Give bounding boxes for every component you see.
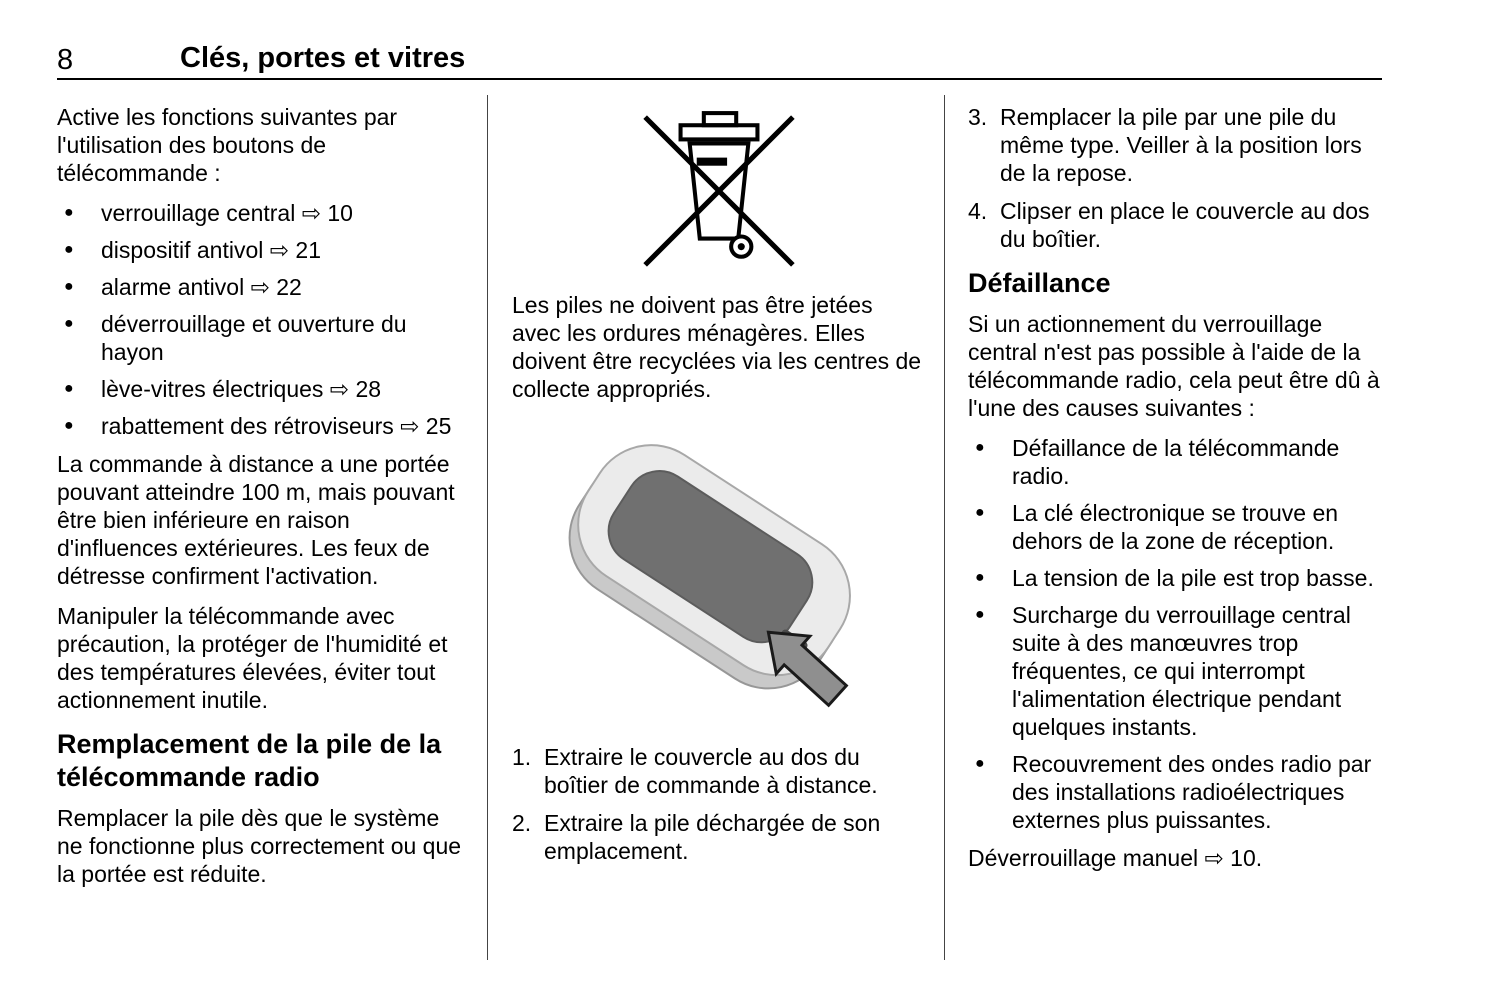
step-item xyxy=(512,809,926,865)
remote-key-figure xyxy=(512,415,926,731)
list-item-text: Défaillance de la télécommande radio. xyxy=(1012,435,1340,489)
battery-disposal-paragraph: Les piles ne doivent pas être jetées avec les ordures ménagères. Elles doivent être recyclées via les centres de collecte appropriés. xyxy=(512,292,922,402)
step-item xyxy=(512,743,926,799)
step-text: Extraire le couvercle au dos du boîtier de commande à distance. xyxy=(544,744,878,798)
list-item xyxy=(968,499,1384,555)
failure-intro-paragraph: Si un actionnement du verrouillage central n'est pas possible à l'aide de la télécommande radio, cela peut être dû à l'une des causes suivantes : xyxy=(968,311,1380,421)
battery-steps-1-2 xyxy=(512,743,926,865)
column-middle xyxy=(512,103,926,875)
step-item xyxy=(968,197,1384,253)
list-item xyxy=(968,564,1384,592)
list-item-text: rabattement des rétroviseurs ⇨ 25 xyxy=(101,413,452,439)
remote-functions-list xyxy=(57,199,469,440)
list-item-text: lève-vitres électriques ⇨ 28 xyxy=(101,376,382,402)
step-number: 3. xyxy=(968,104,988,130)
list-item xyxy=(968,601,1384,741)
list-item xyxy=(57,310,469,366)
bullet-icon xyxy=(57,199,101,227)
bullet-icon xyxy=(968,564,1012,592)
battery-replace-paragraph: Remplacer la pile dès que le système ne fonctionne plus correctement ou que la portée est réduite. xyxy=(57,805,462,887)
bullet-icon xyxy=(57,273,101,301)
bullet-icon xyxy=(57,412,101,440)
list-item-text: alarme antivol ⇨ 22 xyxy=(101,274,302,300)
step-text: Clipser en place le couvercle au dos du boîtier. xyxy=(1000,198,1370,252)
step-number: 4. xyxy=(968,198,988,224)
bin-lid xyxy=(681,125,758,139)
list-item-text: La clé électronique se trouve en dehors de la zone de réception. xyxy=(1012,500,1339,554)
bullet-icon xyxy=(968,750,1012,834)
range-paragraph: La commande à distance a une portée pouvant atteindre 100 m, mais pouvant être bien inférieure en raison d'influences extérieures. Les feux de détresse confirment l'activation. xyxy=(57,451,455,589)
list-item-text: dispositif antivol ⇨ 21 xyxy=(101,237,321,263)
list-item xyxy=(968,750,1384,834)
column-left xyxy=(57,103,469,900)
list-item xyxy=(57,273,469,301)
step-item xyxy=(968,103,1384,187)
intro-paragraph: Active les fonctions suivantes par l'utilisation des boutons de télécommande : xyxy=(57,104,398,186)
page-number: 8 xyxy=(57,44,74,76)
list-item-text: déverrouillage et ouverture du hayon xyxy=(101,311,407,365)
list-item xyxy=(968,434,1384,490)
list-item xyxy=(57,236,469,264)
remote-key-illustration xyxy=(520,415,918,731)
column-right xyxy=(968,103,1384,884)
step-text: Remplacer la pile par une pile du même type. Veiller à la position lors de la repose. xyxy=(1000,104,1362,186)
list-item xyxy=(57,375,469,403)
weee-crossed-bin-figure xyxy=(512,105,926,277)
bin-level-mark xyxy=(697,158,727,166)
section-heading-failure: Défaillance xyxy=(968,268,1111,298)
list-item xyxy=(57,199,469,227)
step-number: 2. xyxy=(512,810,532,836)
manual-unlock-paragraph: Déverrouillage manuel ⇨ 10. xyxy=(968,845,1263,871)
list-item-text: La tension de la pile est trop basse. xyxy=(1012,565,1374,591)
list-item xyxy=(57,412,469,440)
crossed-out-bin-icon xyxy=(628,105,810,277)
bullet-icon xyxy=(968,434,1012,490)
list-item-text: verrouillage central ⇨ 10 xyxy=(101,200,353,226)
page-title: Clés, portes et vitres xyxy=(180,42,466,74)
bullet-icon xyxy=(57,236,101,264)
bin-wheel-hub xyxy=(738,243,745,250)
bullet-icon xyxy=(968,499,1012,555)
header-divider xyxy=(57,78,1382,80)
list-item-text: Surcharge du verrouillage central suite à des manœuvres trop fréquentes, ce qui interrompt l'alimentation électrique pendant quelques instants. xyxy=(1012,602,1351,740)
step-text: Extraire la pile déchargée de son emplacement. xyxy=(544,810,881,864)
bullet-icon xyxy=(57,375,101,403)
battery-steps-3-4 xyxy=(968,103,1384,253)
section-heading-battery-replacement: Remplacement de la pile de la télécommande radio xyxy=(57,729,442,792)
bullet-icon xyxy=(968,601,1012,741)
handling-paragraph: Manipuler la télécommande avec précaution, la protéger de l'humidité et des températures élevées, éviter tout actionnement inutile. xyxy=(57,603,448,713)
column-divider-right xyxy=(944,95,945,960)
failure-causes-list xyxy=(968,434,1384,834)
bullet-icon xyxy=(57,310,101,366)
list-item-text: Recouvrement des ondes radio par des installations radioélectriques externes plus puissantes. xyxy=(1012,751,1372,833)
column-divider-left xyxy=(487,95,488,960)
step-number: 1. xyxy=(512,744,532,770)
